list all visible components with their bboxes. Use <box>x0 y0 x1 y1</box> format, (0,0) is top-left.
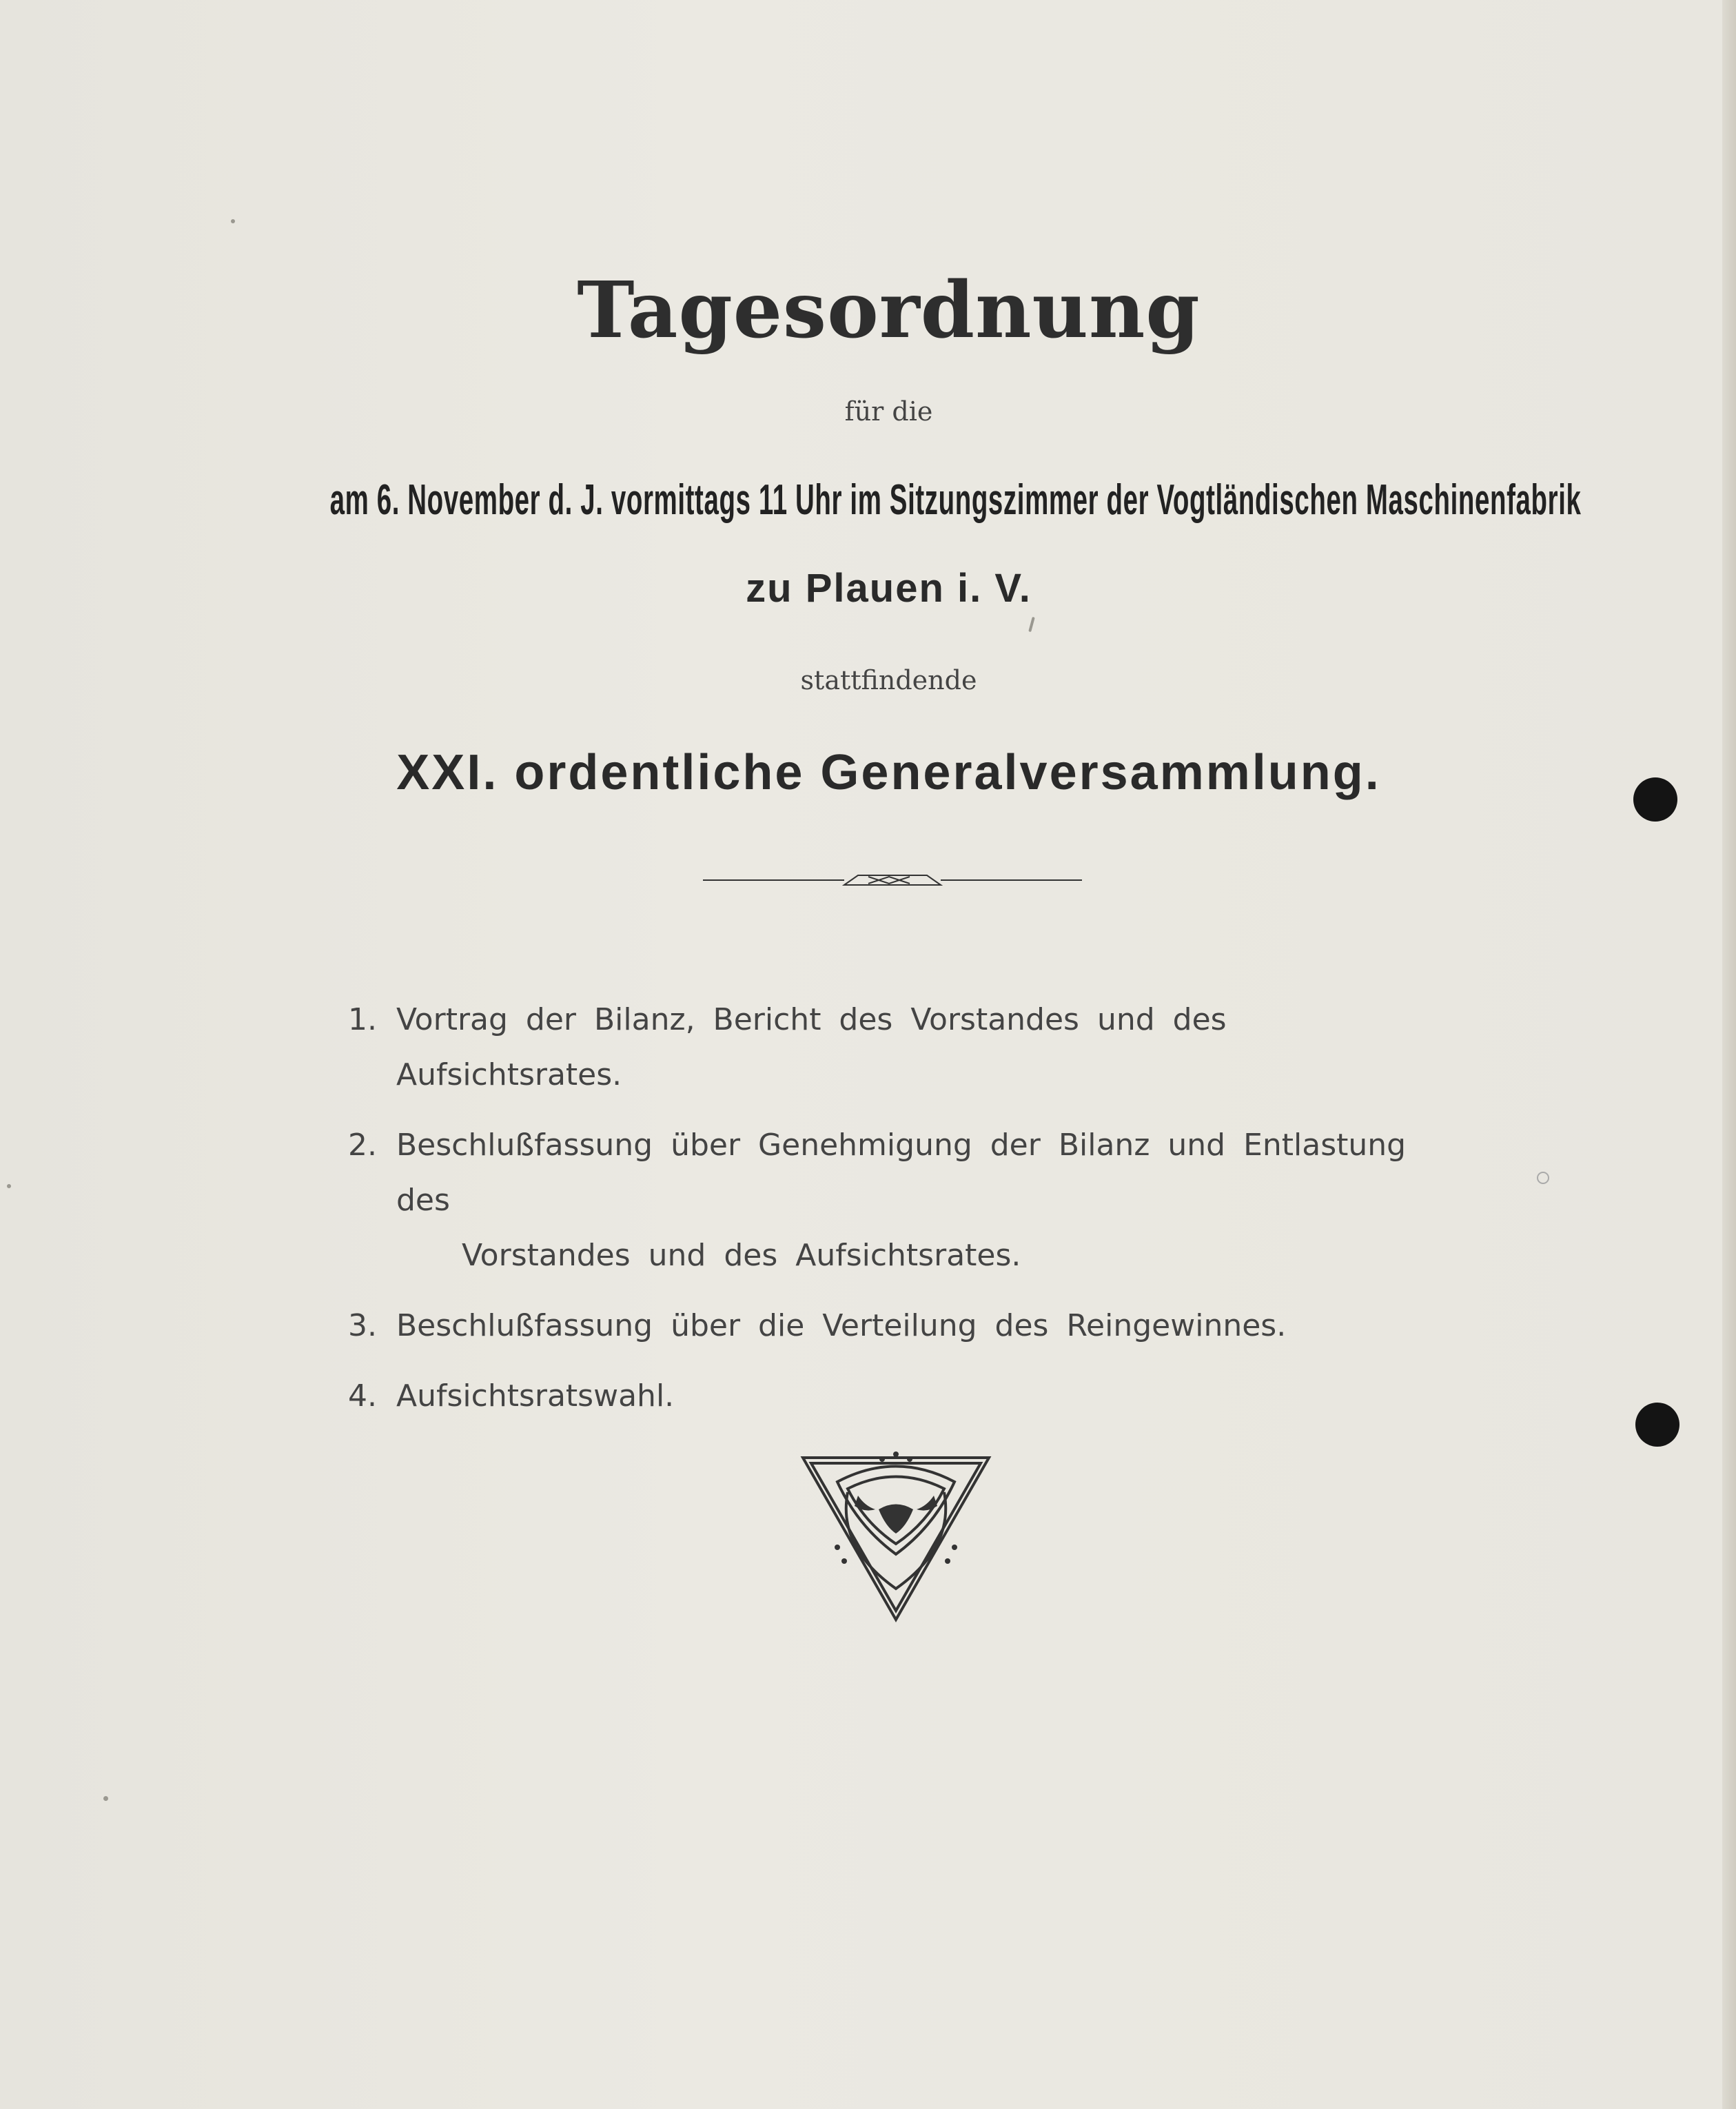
subtitle-stattfindende: stattfindende <box>800 665 977 695</box>
agenda-item-text: Beschlußfassung über Genehmigung der Bilanz und Entlastung des <box>396 1128 1407 1218</box>
agenda-item-text: Vortrag der Bilanz, Bericht des Vorstandes und des Aufsichtsrates. <box>396 1002 1227 1092</box>
agenda-item-continuation: Vorstandes und des Aufsichtsrates. <box>462 1238 1021 1273</box>
paper-speck <box>103 1796 108 1801</box>
agenda-item-2 <box>348 1118 1464 1283</box>
paper-speck <box>1028 617 1035 632</box>
agenda-item-number: 3. <box>348 1308 377 1343</box>
punch-hole-icon <box>1633 777 1677 822</box>
paper-speck <box>1537 1172 1549 1184</box>
triquetra-knot-icon <box>796 1451 996 1627</box>
agenda-item-number: 4. <box>348 1378 377 1414</box>
agenda-item-3 <box>348 1298 1464 1354</box>
subtitle-fuer-die: für die <box>844 396 933 427</box>
agenda-item-text: Aufsichtsratswahl. <box>396 1378 675 1414</box>
agenda-item-text-block <box>396 1118 1464 1283</box>
date-location-line: am 6. November d. J. vormittags 11 Uhr im Sitzungszimmer der Vogtländischen Maschinenfabrik <box>329 476 1582 524</box>
paper-speck <box>7 1184 11 1188</box>
location-line: zu Plauen i. V. <box>746 566 1032 611</box>
agenda-item-4 <box>348 1369 1464 1424</box>
punch-hole-icon <box>1635 1403 1679 1447</box>
ornamental-divider-icon <box>703 870 1082 890</box>
agenda-item-text: Beschlußfassung über die Verteilung des Reingewinnes. <box>396 1308 1287 1343</box>
page-title: Tagesordnung <box>577 265 1201 356</box>
paper-speck <box>231 219 235 223</box>
agenda-item-number: 2. <box>348 1128 377 1163</box>
agenda-list <box>348 992 1464 1439</box>
agenda-item-1 <box>348 992 1464 1103</box>
assembly-heading: XXI. ordentliche Generalversammlung. <box>396 745 1381 800</box>
agenda-item-number: 1. <box>348 1002 377 1037</box>
